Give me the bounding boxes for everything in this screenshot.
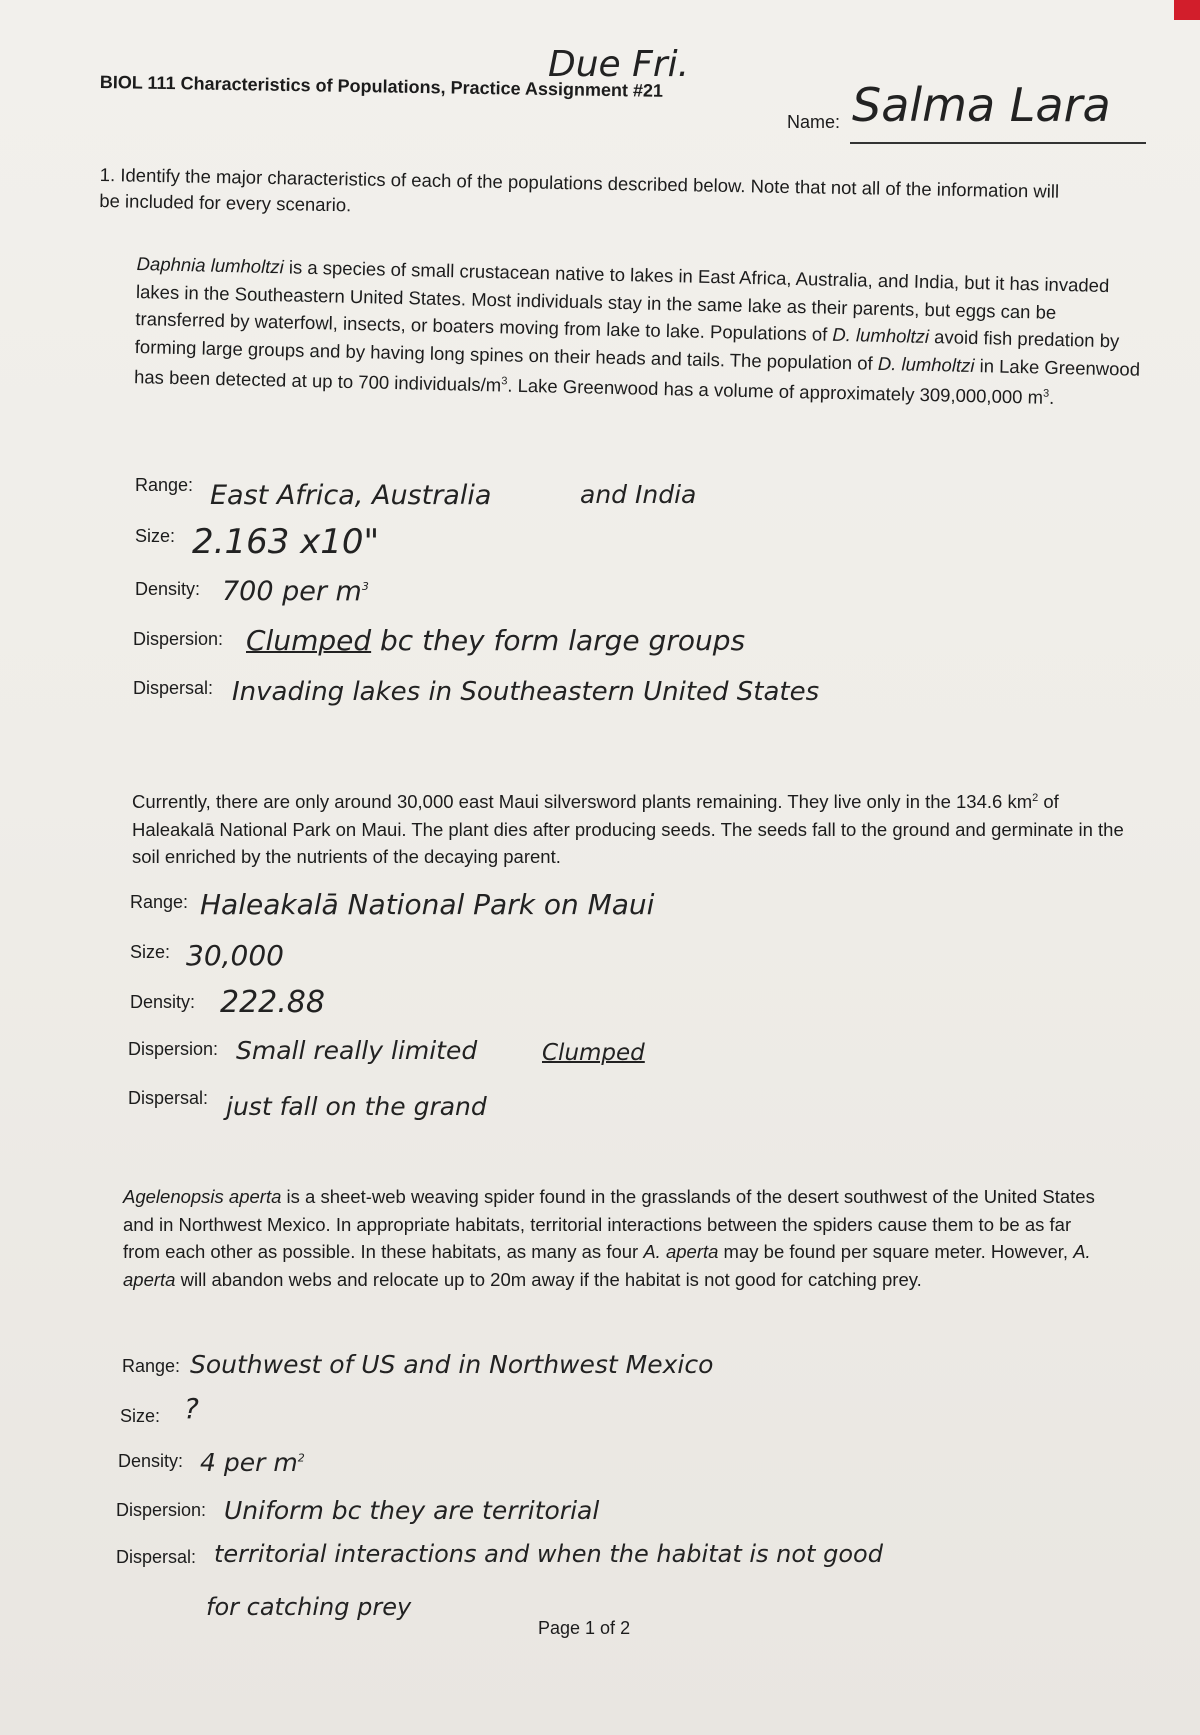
scenario3-text xyxy=(123,1183,1113,1293)
s2-dispersion-label: Dispersion: xyxy=(128,1039,219,1059)
s2-density-answer: 222.88 xyxy=(220,985,325,1020)
species-abbrev: D. lumholtzi xyxy=(832,323,930,347)
s3-range-label: Range: xyxy=(122,1356,181,1376)
name-underline xyxy=(850,142,1146,144)
s1-density-sup: 3 xyxy=(361,580,369,593)
s1-size-label: Size: xyxy=(135,526,176,546)
species-name-3: Agelenopsis aperta xyxy=(123,1186,282,1207)
s2-range-label: Range: xyxy=(130,892,189,912)
scenario3-text-a: is a sheet-web weaving spider found in the grasslands of the desert southwest of the United States and in Northwest Mexico. In appropriate habitats, territorial interactions between the spiders cause them to be as far from each other as possible. In these habitats, as many as four xyxy=(123,1186,1095,1262)
question-text: Identify the major characteristics of each of the populations described below. Note that not all of the information will be included for every scenario. xyxy=(99,164,1060,216)
s3-dispersal-answer-2: for catching prey xyxy=(206,1593,412,1621)
student-name: Salma Lara xyxy=(852,78,1111,132)
s1-dispersion-rest: bc they form large groups xyxy=(380,624,746,657)
species-abbrev-3b: A. aperta xyxy=(123,1241,1091,1290)
scenario1-text xyxy=(134,250,1147,414)
question-number: 1. xyxy=(99,163,116,186)
s3-dispersion-label: Dispersion: xyxy=(116,1500,207,1520)
s1-density-value: 700 per m xyxy=(222,576,362,607)
s1-range-answer-b: and India xyxy=(580,480,697,509)
name-label: Name: xyxy=(787,112,841,132)
scenario3-text-b: may be found per square meter. However, xyxy=(718,1241,1074,1262)
s1-size-answer: 2.163 x10" xyxy=(192,522,380,562)
scenario1-period: . xyxy=(1048,386,1055,409)
s3-density-answer xyxy=(200,1448,305,1477)
s3-density-label: Density: xyxy=(118,1451,184,1471)
course-title: BIOL 111 Characteristics of Populations, Practice Assignment #21 xyxy=(99,72,664,101)
s2-density-label: Density: xyxy=(130,992,196,1012)
scenario1-text-d: . Lake Greenwood has a volume of approximately 309,000,000 m xyxy=(507,374,1044,408)
scenario2-text-a: Currently, there are only around 30,000 east Maui silversword plants remaining. They live only in the 134.6 km xyxy=(132,791,1033,813)
species-name: Daphnia lumholtzi xyxy=(136,252,284,278)
scenario2-text xyxy=(132,785,1132,871)
superscript-2: 3 xyxy=(1042,387,1050,400)
red-folder-edge xyxy=(1174,0,1200,20)
s1-range-label: Range: xyxy=(135,475,194,495)
s2-dispersion-underlined: Clumped xyxy=(542,1040,645,1066)
species-abbrev-3a: A. aperta xyxy=(643,1241,719,1262)
s3-dispersal-answer-1: territorial interactions and when the habitat is not good xyxy=(214,1540,883,1568)
s1-density-label: Density: xyxy=(135,579,201,599)
scenario3-text-c: will abandon webs and relocate up to 20m away if the habitat is not good for catching prey. xyxy=(175,1268,922,1290)
s2-size-label: Size: xyxy=(130,942,171,962)
s2-dispersal-answer: just fall on the grand xyxy=(226,1092,487,1121)
scenario2-text-b: of Haleakalā National Park on Maui. The plant dies after producing seeds. The seeds fall to the ground and germinate in the soil enriched by the nutrients of the decaying parent. xyxy=(132,791,1124,868)
s1-dispersal-label: Dispersal: xyxy=(133,678,214,698)
s1-range-answer-a: East Africa, Australia xyxy=(210,480,492,511)
s3-dispersion-answer: Uniform bc they are territorial xyxy=(224,1496,600,1525)
s2-dispersion-answer: Small really limited xyxy=(236,1036,478,1065)
scenario2-sup: 2 xyxy=(1032,792,1039,804)
s3-density-sup: 2 xyxy=(297,1451,305,1465)
question-prompt xyxy=(99,162,1070,231)
s2-size-answer: 30,000 xyxy=(186,939,284,972)
s1-dispersion-label: Dispersion: xyxy=(133,629,224,649)
scenario1-text-a: is a species of small crustacean native to lakes in East Africa, Australia, and India, but it has invaded lakes in the Southeastern United States. Most individuals stay in the same lake as their parents, but eggs can be transferred by waterfowl, insects, or boaters moving from lake to lake. Populations of xyxy=(135,256,1110,345)
s3-density-value: 4 per m xyxy=(200,1448,298,1477)
s1-dispersal-answer: Invading lakes in Southeastern United States xyxy=(232,677,820,707)
s2-dispersal-label: Dispersal: xyxy=(128,1088,209,1108)
superscript: 3 xyxy=(501,375,508,388)
s2-range-answer: Haleakalā National Park on Maui xyxy=(200,888,655,921)
s3-dispersal-label: Dispersal: xyxy=(116,1547,197,1567)
scenario1-text-b: avoid fish predation by forming large groups and by having long spines on their heads and tails. The population of xyxy=(134,325,1120,374)
s1-dispersion-answer xyxy=(246,624,745,657)
scenario1-text-c: in Lake Greenwood has been detected at up to 700 individuals/m xyxy=(133,354,1141,396)
s1-dispersion-underlined: Clumped xyxy=(246,624,372,657)
due-note: Due Fri. xyxy=(548,44,690,85)
s3-size-answer: ? xyxy=(184,1392,199,1425)
s1-density-answer xyxy=(222,576,369,607)
page-number: Page 1 of 2 xyxy=(538,1618,631,1638)
s3-range-answer: Southwest of US and in Northwest Mexico xyxy=(190,1350,714,1379)
s3-size-label: Size: xyxy=(120,1406,161,1426)
species-abbrev-2: D. lumholtzi xyxy=(877,352,975,376)
